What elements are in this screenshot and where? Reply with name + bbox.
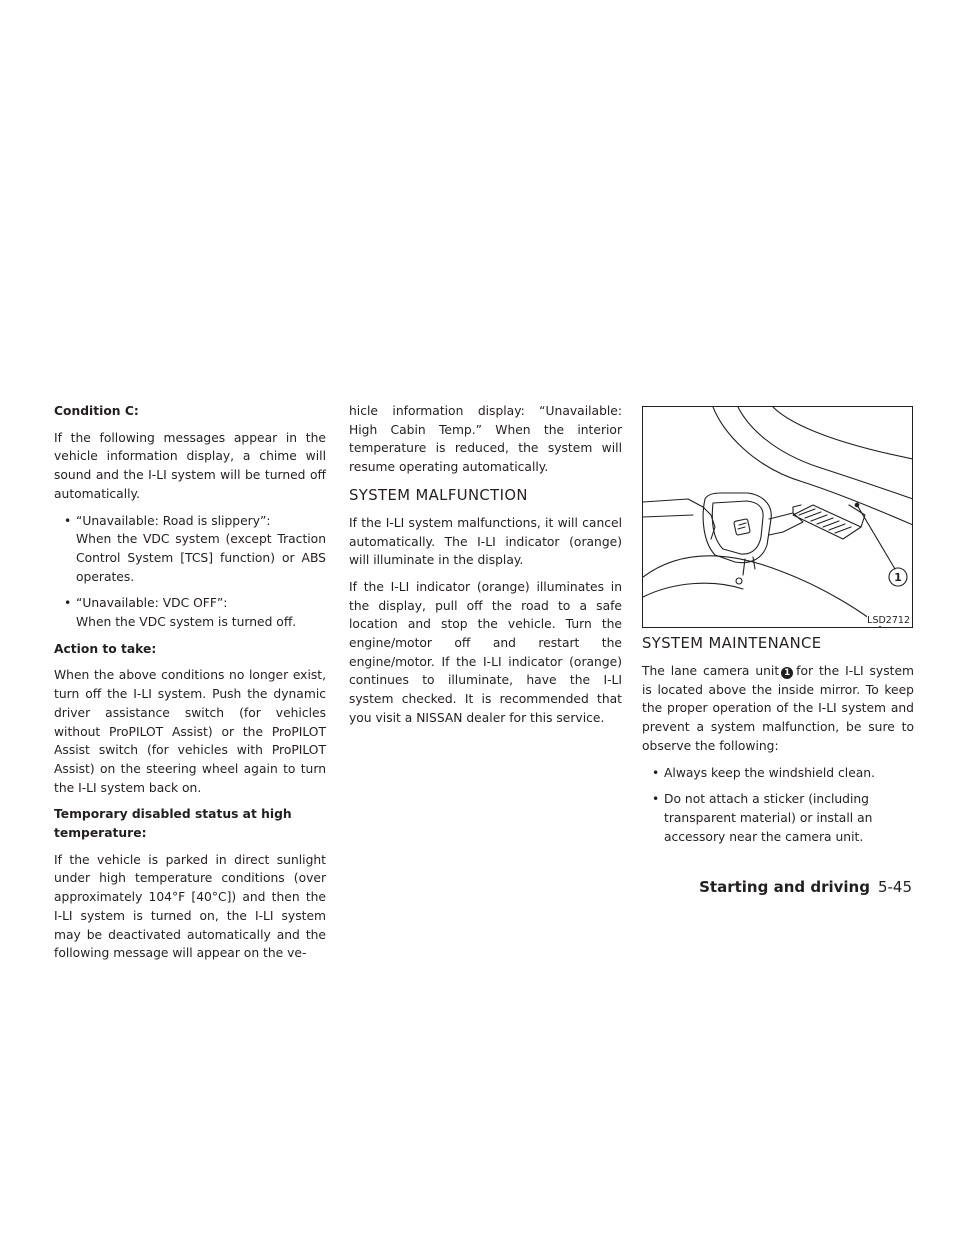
message-desc: When the VDC system is turned off. [76, 615, 297, 630]
malfunction-heading: SYSTEM MALFUNCTION [349, 486, 528, 504]
mount-screw [736, 578, 742, 584]
list-item [642, 790, 914, 846]
callout-number: 1 [894, 571, 902, 584]
sensor-grille-slats [799, 509, 851, 533]
maintenance-list [642, 764, 914, 847]
callout-1-badge: 1 [781, 667, 793, 679]
bullet: • [64, 596, 72, 611]
list-item [54, 594, 326, 631]
camera-lens [734, 519, 751, 536]
bracket [769, 513, 803, 535]
bullet: • [652, 765, 660, 780]
pillar-line [643, 499, 703, 507]
pillar-line [643, 515, 693, 517]
list-item [642, 764, 914, 783]
condition-c-intro: If the following messages appear in the vehicle information display, a chime will sound and the I-LI system will be turned off automatically. [54, 430, 326, 501]
temp-heading: Temporary disabled status at high temperature: [54, 807, 292, 841]
maintenance-intro [642, 662, 914, 756]
intro-before: The lane camera unit [642, 664, 780, 678]
temp-text: If the vehicle is parked in direct sunlight under high temperature conditions (over approximately 104°F [40°C]) and then the I-LI system is turned on, the I-LI system may be deactivated automatically and the following message will appear on the ve- [54, 852, 326, 961]
message-title: “Unavailable: Road is slippery”: [76, 513, 271, 528]
dash-curve [643, 583, 743, 597]
camera-unit-figure [642, 406, 913, 628]
action-text: When the above conditions no longer exist, turn off the I-LI system. Push the dynamic driver assistance switch (for vehicles without ProPILOT Assist) or the ProPILOT Assist switch (for vehicles with ProPILOT Assist) on the steering wheel again to turn the I-LI system back on. [54, 668, 326, 795]
message-title: “Unavailable: VDC OFF”: [76, 596, 228, 611]
action-heading: Action to take: [54, 641, 157, 656]
camera-housing-inner [712, 501, 763, 554]
windshield-edge [713, 407, 913, 525]
camera-lens-detail [738, 523, 746, 529]
condition-c-heading: Condition C: [54, 404, 139, 418]
section-title: Starting and driving [699, 878, 870, 896]
bullet: • [64, 513, 72, 528]
intro-after: for the I-LI system is located above the inside mirror. To keep the proper operation of the I-LI system and prevent a system malfunction, be sure to observe the following: [642, 664, 914, 753]
page-footer [699, 877, 912, 897]
malfunction-paragraph-2: If the I-LI indicator (orange) illuminates in the display, pull off the road to a safe location and stop the vehicle. Turn the engine/motor off and restart the engine/motor. If the I-LI indicator (orange) continues to illuminate, have the I-LI system checked. It is recommended that you visit a NISSAN dealer for this service. [349, 579, 622, 725]
malfunction-paragraph-1: If the I-LI system malfunctions, it will cancel automatically. The I-LI indicator (orange) will illuminate in the display. [349, 515, 622, 568]
column-2 [349, 402, 622, 736]
maintenance-heading: SYSTEM MAINTENANCE [642, 635, 822, 652]
dash-curve [643, 556, 883, 628]
figure-label: LSD2712 [867, 615, 910, 626]
bracket-edge [849, 505, 865, 527]
roof-line [773, 407, 913, 459]
column-1 [54, 402, 326, 971]
temp-text-continued: hicle information display: “Unavailable: High Cabin Temp.” When the interior temperature is reduced, the system will resume operating automatically. [349, 404, 622, 475]
list-item [54, 512, 326, 587]
column-3 [642, 635, 914, 854]
mount-lines [743, 557, 755, 575]
camera-illustration [643, 407, 913, 628]
list-item-text: Do not attach a sticker (including transparent material) or install an accessory near the camera unit. [664, 792, 873, 844]
message-desc: When the VDC system (except Traction Control System [TCS] function) or ABS operates. [76, 532, 326, 584]
bullet: • [652, 792, 660, 807]
page-number: 5-45 [877, 878, 912, 896]
list-item-text: Always keep the windshield clean. [664, 765, 875, 780]
message-list [54, 512, 326, 632]
